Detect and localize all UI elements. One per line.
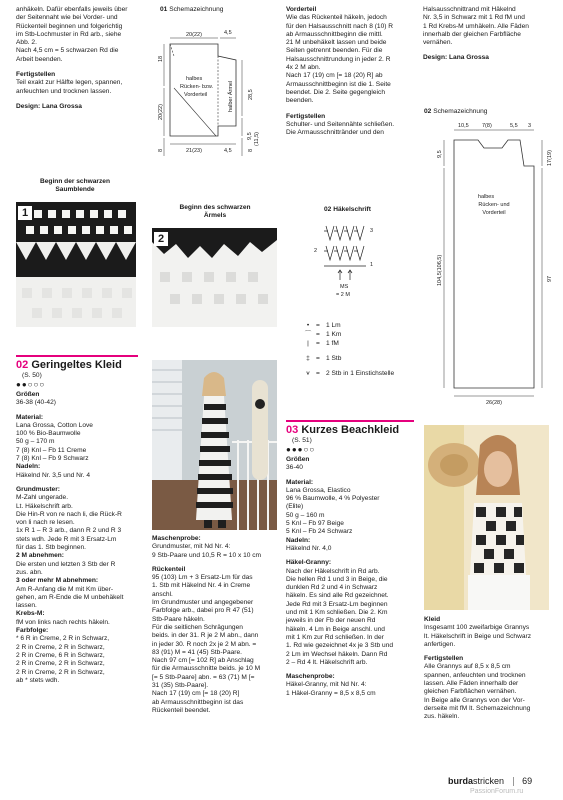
dim-label: 104,5(106,5) [437,254,443,286]
text-line: Insgesamt 100 zweifarbige Grannys [424,624,530,632]
schema-01-title: 01 Schemazeichnung [160,6,224,13]
photo-number: 2 [154,232,168,246]
col4-bottom-text [424,616,554,722]
dim-label: 21(23) [186,148,202,154]
kleid-02-title: 02 Geringeltes Kleid [16,359,122,371]
text-line: Halsausschnittrundung in jeder 2. R [286,55,391,63]
text-line: gehen, am R-Ende die M unbehäkelt [16,593,124,601]
text-line: anfertigen. [424,640,456,648]
text-line: Stb-Paare häkeln. [152,615,205,623]
dim-label: 17(19) [547,150,553,166]
text-line: 95 (103) Lm + 3 Ersatz-Lm für das [152,574,253,582]
section-heading: 3 oder mehr M abnehmen: [16,577,99,585]
dim-label: 4,5 [224,30,232,36]
crochet-hem-image [16,202,136,327]
section-heading: Farbfolge: [16,627,49,635]
design-credit: Design: Lana Grossa [423,54,489,62]
text-line: beids. in der 31. R je 2 M abn., dann [152,632,259,640]
text-line: ab Armausschnittbeginn ist das [152,698,244,706]
text-line: anhäkeln. Dafür ebenfalls jeweils über [16,6,128,13]
dim-label: 4,5 [224,148,232,154]
text-line: dunklen Rd 2 und 4 in Schwarz [286,584,378,592]
text-line: (Elite) [286,503,304,511]
page-ref: (S. 50) [22,372,42,379]
part-label: Vorderteil [482,210,506,216]
text-line: 36-38 (40-42) [16,399,56,407]
text-line: [= 5 Stb-Paare] abn. = 63 (71) M [= [152,673,255,681]
text-line: spannen, anfeuchten und trocknen [424,671,526,679]
text-line: * 6 R in Creme, 2 R in Schwarz, [16,635,110,643]
text-line: innerhalb der gleichen Farbfläche [423,30,521,38]
text-line: 4x 2 M abn. [286,64,321,72]
text-line: Am R-Anfang die M mit Km über- [16,585,114,593]
text-line: Farbfolge arb., dabei pro R 47 (51) [152,607,254,615]
section-heading: Maschenprobe: [152,535,201,542]
section-heading: Material: [286,478,314,486]
hakelschrift [310,206,410,301]
text-line: Alle Grannys auf 8,5 x 8,5 cm [424,663,511,671]
text-line: 31 (35) Stb-Paare]. [152,682,209,690]
text-line: mit 1 Km zur Rd schließen. In der [286,633,384,641]
schema-02-drawing [424,118,559,408]
text-line: zus. häkeln. [424,713,460,721]
photo-number: 1 [18,206,32,220]
text-line: beendet. Die 2. Seite gegengleich [286,88,385,96]
section-heading: Fertigstellen [286,112,326,120]
col4-top-text [423,6,553,63]
text-line: 1. Stb mit Häkelnd Nr. 4 in Creme [152,582,251,590]
ms-label: MS [340,284,349,290]
lm-symbol-icon: • [306,322,310,329]
text-line: In Beige alle Grannys von der Vor- [424,696,525,704]
text-line: und mit 1 Km schließen. Die 2. Km [286,609,388,617]
text-line: Häkel-Granny, mit Nd Nr. 4: [286,681,367,689]
dim-label: 8 [158,148,164,152]
dim-label: 28,5 [248,89,254,100]
text-line: Nach 97 cm [= 102 R] ab Anschlag [152,657,254,665]
legend-row: • = 1 Lm [300,322,420,331]
text-line: 96 % Baumwolle, 4 % Polyester [286,495,380,503]
text-line: zus. abn. [16,568,43,576]
text-line: Rückenteil beginnen und folgerichtig [16,22,123,30]
text-line: Nach der Häkelschrift in Rd arb. [286,567,380,575]
text-line: 50 g – 160 m [286,511,325,519]
text-line: Rückenteil beendet. [152,706,211,714]
section-heading: Rückenteil [152,565,186,573]
text-line: 7 (8) Knl – Fb 9 Schwarz [16,455,89,463]
text-line: für die Armausschnitte beids. je 10 M [152,665,261,673]
text-line: Armausschnittbeginn ist die 1. Seite [286,80,391,88]
dim-label: 26(28) [486,400,502,406]
text-line: 5 Knl – Fb 97 Beige [286,520,344,528]
photo2-caption: Beginn des schwarzen Ärmels [179,204,251,219]
hakelschrift-title: 02 Häkelschrift [324,206,371,213]
schema-02-title: 02 Schemazeichnung [424,108,488,115]
text-line: 36-40 [286,464,303,472]
part-label: Rücken- und [478,202,510,208]
part-label: halbes [477,194,495,200]
dim-label: 18 [158,55,164,62]
row-label: 3 [370,228,374,234]
schema-01 [160,6,280,186]
section-heading: Fertigstellen [16,71,56,79]
text-line: Halsausschnittrand mit Häkelnd [423,6,516,13]
text-line: 2 R in Creme, 2 R in Schwarz, [16,660,105,668]
watermark: PassionForum.ru [470,788,524,795]
text-line: 1 Häkel-Granny = 8,5 x 8,5 cm [286,689,376,697]
text-line: Wie das Rückenteil häkeln, jedoch [286,14,387,22]
col1-top-text [16,6,146,111]
2stb-symbol-icon: ⩛ [306,370,310,377]
text-line: in jeder 30. R noch 2x je 2 M abn. = [152,640,257,648]
text-line: 100 % Bio-Baumwolle [16,430,81,438]
page-ref: (S. 51) [292,437,312,444]
section-heading: Krebs-M: [16,610,45,618]
text-line: 5 Knl – Fb 24 Schwarz [286,528,353,536]
text-line: Nach 4,5 cm = 5 schwarzen Rd die [16,47,119,55]
text-line: Nach 17 (19) cm [= 18 (20) R] ab [286,72,383,80]
text-line: der Seitennaht wie bei Vorder- und [16,14,118,22]
symbol-legend [300,322,420,379]
text-line: 50 g – 170 m [16,438,55,446]
text-line: Abb. 2. [16,39,37,47]
text-line: Lana Grossa, Cotton Love [16,421,93,429]
section-heading: Nadeln: [286,536,311,544]
text-line: 1. Rd wie gezeichnet 4x je 3 Stb und [286,642,394,650]
kleid-03-title: 03 Kurzes Beachkleid [286,424,400,436]
row-label: 2 [314,248,318,254]
text-line: lassen. Alle Fäden innerhalb der [424,680,519,688]
text-line: ab Armausschnittbeginn die mittl. [286,30,383,38]
fm-symbol-icon: | [307,340,309,347]
difficulty-dots: ●●●○○ [286,445,316,454]
design-credit: Design: Lana Grossa [16,102,82,110]
kleid-02-block [16,359,151,685]
part-label: Vorderteil [184,92,208,98]
dim-label: 7(8) [482,123,492,129]
beach-dress-image [424,425,549,610]
col2-mid-text [152,535,282,715]
kleid-03-block [286,424,421,698]
text-line: Nach 17 (19) cm [= 18 (20) R] [152,690,240,698]
ms-label: = 2 M [336,292,350,298]
part-label: halbes [186,76,203,82]
text-line: Schulter- und Seitennähte schließen. [286,120,395,128]
text-line: lt. Häkelschrift in Beige und Schwarz [424,632,532,640]
text-line: 7 (8) Knl – Fb 11 Creme [16,446,87,454]
text-line: Arbeit beenden. [16,55,63,63]
legend-text: 1 Km [326,331,342,338]
text-line: jeweils in der Fb der neuen Rd [286,617,376,625]
text-line: 2 R in Creme, 2 R in Schwarz, [16,668,105,676]
text-line: Die Hin-R von re nach li, die Rück-R [16,510,122,518]
text-line: 9 Stb-Paare und 10,5 R = 10 x 10 cm [152,551,262,559]
text-line: 2 Lm im Wechsel häkeln. Dann Rd [286,650,388,658]
text-line: gleichen Farbflächen vernähen. [424,688,517,696]
photo2-crochet-sleeve [152,228,277,327]
dim-label: (11,5) [254,132,260,146]
stb-symbol-icon: ‡ [306,355,310,362]
text-line: lassen. [16,602,37,610]
text-line: anfeuchten und trocknen lassen. [16,87,112,95]
legend-text: 1 Lm [326,322,341,329]
text-line: M-Zahl ungerade. [16,494,69,502]
text-line: Jede Rd mit 3 Ersatz-Lm beginnen [286,600,388,608]
page-number: 69 [522,776,533,786]
text-line: beenden. [286,97,314,105]
text-line: für den Halsausschnitt nach 8 (10) R [286,22,394,30]
section-heading: Material: [16,413,44,421]
section-heading: Fertigstellen [424,655,464,663]
section-heading: Größen [286,456,310,463]
striped-dress-image [152,360,277,530]
dim-label: 20(22) [186,32,202,38]
section-heading: Nadeln: [16,463,41,471]
photo-beach-dress [424,425,549,610]
text-line: Für die seitlichen Schrägungen [152,623,243,631]
photo-striped-dress [152,360,277,530]
section-heading: Vorderteil [286,6,317,13]
text-line: fM von links nach rechts häkeln. [16,618,110,626]
text-line: 83 (91) M = 41 (45) Stb-Paare. [152,648,242,656]
text-line: 2 R in Creme, 2 R in Schwarz, [16,643,105,651]
legend-text: 1 fM [326,340,339,347]
text-line: Grundmuster, mit Nd Nr. 4: [152,543,231,551]
text-line: häkeln. 4 Lm in Beige anschl. und [286,625,385,633]
dim-label: 20(22) [158,104,164,120]
text-line: Lt. Häkelschrift arb. [16,502,73,510]
text-line: 1 Rd Krebs-M umhäkeln. Alle Fäden [423,22,529,30]
hakelschrift-diagram [310,218,410,298]
text-line: Lana Grossa, Elastico [286,486,351,494]
legend-text: 1 Stb [326,355,342,362]
schema-01-drawing [160,16,280,186]
text-line: von li nach re lesen. [16,519,75,527]
row-label: 1 [370,262,374,268]
text-line: 21 M unbehäkelt lassen und beide [286,39,387,47]
text-line: 2 – Rd 4 lt. Häkelschrift arb. [286,658,368,666]
legend-row: ⩛ = 2 Stb in 1 Einstichstelle [300,370,420,379]
text-line: häkeln. Es sind alle Rd gezeichnet. [286,592,389,600]
text-line: im Stb-Lochmuster in Rd arb., siehe [16,30,122,38]
text-line: Die Armausschnittränder und den [286,129,384,137]
text-line: vernähen. [423,39,453,47]
text-line: für das 1. Stb beginnen. [16,544,87,552]
footer-brand: burdastricken 69 [448,776,533,786]
text-line: Nr. 3,5 in Schwarz mit 1 Rd fM und [423,14,525,22]
section-heading: Kleid [424,616,441,623]
text-line: stets wdh. Jede R mit 3 Ersatz-Lm [16,535,117,543]
text-line: Die ersten und letzten 3 Stb der R [16,560,116,568]
dim-label: 97 [547,275,553,282]
text-line: 1x R 1 – R 3 arb., dann R 2 und R 3 [16,527,122,535]
dim-label: 9,5 [437,150,443,158]
text-line: Die hellen Rd 1 und 3 in Beige, die [286,575,388,583]
text-line: anschl. [152,590,173,598]
km-symbol-icon: ⌒ [304,331,312,338]
crochet-sleeve-image [152,228,277,327]
text-line: Häkelnd Nr. 3,5 und Nr. 4 [16,471,91,479]
dim-label: 3 [528,123,532,129]
legend-row: ‡ = 1 Stb [300,355,420,364]
dim-label: 5,5 [510,123,518,129]
col3-top-text [286,6,416,137]
legend-row: | = 1 fM [300,340,420,349]
text-line: 2 R in Creme, 6 R in Schwarz, [16,651,105,659]
legend-text: 2 Stb in 1 Einstichstelle [326,370,395,377]
section-heading: Maschenprobe: [286,673,335,681]
text-line: Seiten getrennt beenden. Für die [286,47,383,55]
text-line: Häkelnd Nr. 4,0 [286,544,332,552]
divider-03 [286,420,414,422]
section-heading: Häkel-Granny: [286,559,332,567]
dim-label: 10,5 [458,123,469,129]
section-heading: 2 M abnehmen: [16,552,64,560]
schema-02 [424,108,559,408]
photo1-caption: Beginn der schwarzen Saumblende [40,178,110,193]
text-line: Im Grundmuster und angegebener [152,599,254,607]
divider-02 [16,355,138,357]
difficulty-dots: ●●○○○ [16,380,46,389]
text-line: derseite mit fM lt. Schemazeichnung [424,704,531,712]
dim-label: 9,5 [247,132,253,140]
text-line: Teil exakt zur Hälfte legen, spannen, [16,79,123,87]
photo1-crochet-hem [16,202,136,327]
section-heading: Grundmuster: [16,485,60,493]
legend-row: ⌒ = 1 Km [300,331,420,340]
dim-label: 8 [248,148,254,152]
text-line: ab * stets wdh. [16,676,60,684]
part-label: halber Ärmel [228,80,234,112]
section-heading: Größen [16,391,40,398]
part-label: Rücken- bzw. [180,84,214,90]
